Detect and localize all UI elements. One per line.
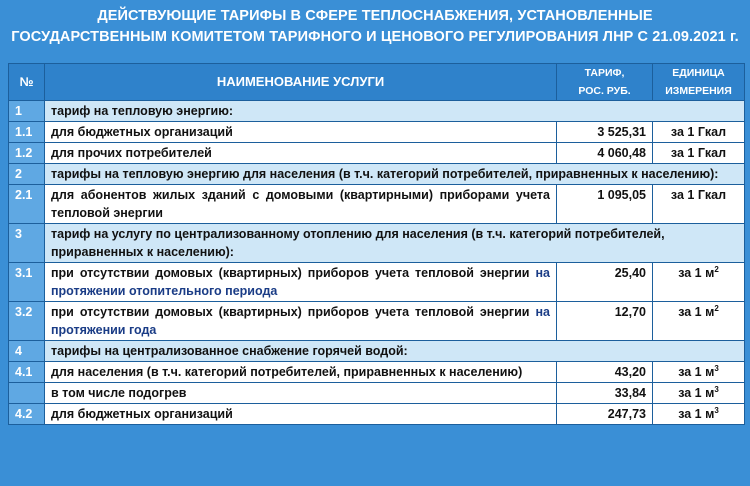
page-title (0, 6, 750, 48)
service-name-main: при отсутствии домовых (квартирных) приборов учета тепловой энергии (51, 266, 530, 280)
unit-text: за 1 м (678, 305, 715, 319)
header-unit-line-2: ИЗМЕРЕНИЯ (665, 85, 732, 97)
row-number: 4 (9, 341, 45, 362)
unit-of-measure (653, 263, 745, 302)
unit-of-measure (653, 404, 745, 425)
table-row-section (9, 224, 745, 263)
tariff-value: 33,84 (557, 383, 653, 404)
table-row-section (9, 341, 745, 362)
table-row (9, 143, 745, 164)
header-price (557, 64, 653, 101)
table-row (9, 122, 745, 143)
row-number: 1.2 (9, 143, 45, 164)
unit-of-measure: за 1 Гкал (653, 143, 745, 164)
service-name: для бюджетных организаций (45, 122, 557, 143)
tariff-value: 3 525,31 (557, 122, 653, 143)
service-name: для населения (в т.ч. категорий потребителей, приравненных к населению) (45, 362, 557, 383)
title-line-2: ГОСУДАРСТВЕННЫМ КОМИТЕТОМ ТАРИФНОГО И ЦЕНОВОГО РЕГУЛИРОВАНИЯ ЛНР С 21.09.2021 г. (11, 29, 739, 45)
row-number: 3 (9, 224, 45, 263)
table-row-section (9, 164, 745, 185)
table-row-section (9, 101, 745, 122)
unit-text: за 1 м (678, 407, 715, 421)
tariff-table (8, 63, 745, 425)
table-row (9, 404, 745, 425)
header-price-line-2: РОС. РУБ. (578, 85, 631, 97)
unit-text: за 1 м (678, 386, 715, 400)
section-title: тариф на услугу по централизованному отоплению для населения (в т.ч. категорий потребителей, приравненных к населению): (45, 224, 745, 263)
service-name: для абонентов жилых зданий с домовыми (квартирными) приборами учета тепловой энергии (45, 185, 557, 224)
unit-exponent: 3 (714, 384, 719, 394)
unit-of-measure: за 1 Гкал (653, 122, 745, 143)
row-number: 3.1 (9, 263, 45, 302)
service-name-main: при отсутствии домовых (квартирных) приборов учета тепловой энергии (51, 305, 530, 319)
unit-of-measure (653, 383, 745, 404)
unit-of-measure (653, 302, 745, 341)
tariff-value: 25,40 (557, 263, 653, 302)
tariff-value: 4 060,48 (557, 143, 653, 164)
unit-exponent: 2 (714, 264, 719, 274)
unit-of-measure: за 1 Гкал (653, 185, 745, 224)
table-row (9, 263, 745, 302)
section-title: тарифы на тепловую энергию для населения (в т.ч. категорий потребителей, приравненных к населению): (45, 164, 745, 185)
table-header-row (9, 64, 745, 101)
unit-text: за 1 м (678, 365, 715, 379)
section-title: тарифы на централизованное снабжение горячей водой: (45, 341, 745, 362)
table-row (9, 302, 745, 341)
title-line-1: ДЕЙСТВУЮЩИЕ ТАРИФЫ В СФЕРЕ ТЕПЛОСНАБЖЕНИЯ, УСТАНОВЛЕННЫЕ (97, 8, 653, 24)
tariff-value: 12,70 (557, 302, 653, 341)
header-unit-line-1: ЕДИНИЦА (672, 67, 725, 79)
service-name-period: на протяжении года (51, 305, 550, 337)
unit-exponent: 3 (714, 363, 719, 373)
table-row (9, 383, 745, 404)
row-number: 1 (9, 101, 45, 122)
tariff-value: 1 095,05 (557, 185, 653, 224)
row-number: 2 (9, 164, 45, 185)
unit-exponent: 2 (714, 303, 719, 313)
row-number: 1.1 (9, 122, 45, 143)
table-row (9, 185, 745, 224)
service-name: для прочих потребителей (45, 143, 557, 164)
row-number: 4.1 (9, 362, 45, 383)
header-num: № (9, 64, 45, 101)
unit-of-measure (653, 362, 745, 383)
service-name (45, 302, 557, 341)
row-number (9, 383, 45, 404)
row-number: 3.2 (9, 302, 45, 341)
service-name-period: на протяжении отопительного периода (51, 266, 550, 298)
section-title: тариф на тепловую энергию: (45, 101, 745, 122)
unit-text: за 1 м (678, 266, 715, 280)
header-name: НАИМЕНОВАНИЕ УСЛУГИ (45, 64, 557, 101)
row-number: 4.2 (9, 404, 45, 425)
header-unit (653, 64, 745, 101)
service-name (45, 263, 557, 302)
service-name: для бюджетных организаций (45, 404, 557, 425)
unit-exponent: 3 (714, 405, 719, 415)
service-name: в том числе подогрев (45, 383, 557, 404)
tariff-value: 247,73 (557, 404, 653, 425)
tariff-value: 43,20 (557, 362, 653, 383)
row-number: 2.1 (9, 185, 45, 224)
table-row (9, 362, 745, 383)
header-price-line-1: ТАРИФ, (584, 67, 625, 79)
